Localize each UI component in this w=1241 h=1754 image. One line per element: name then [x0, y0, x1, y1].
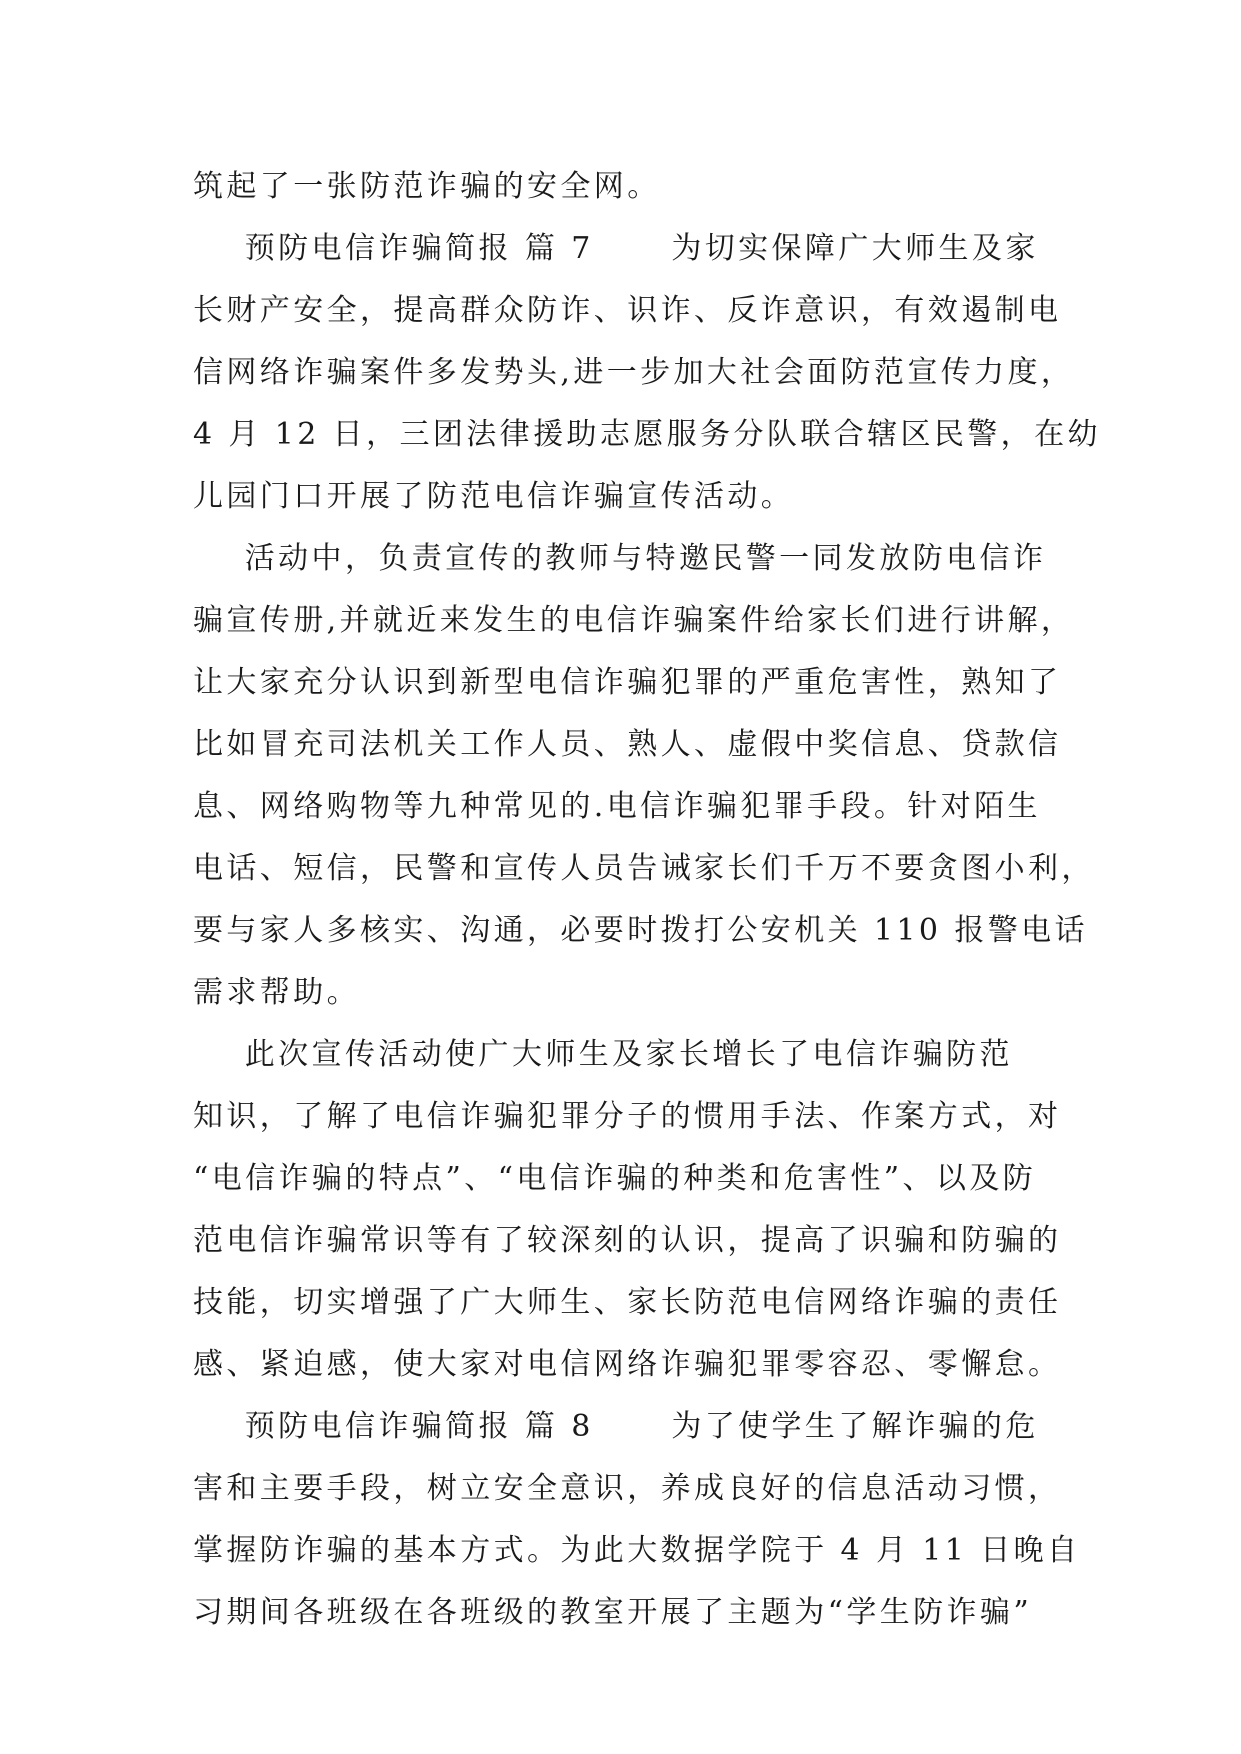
text-line: 活动中，负责宣传的教师与特邀民警一同发放防电信诈	[193, 541, 1047, 576]
text-line: 息、网络购物等九种常见的.电信诈骗犯罪手段。针对陌生	[193, 789, 1041, 824]
text-line: 知识，了解了电信诈骗犯罪分子的惯用手法、作案方式，对	[193, 1099, 1062, 1134]
text-line: “电信诈骗的特点”、“电信诈骗的种类和危害性”、以及防	[193, 1161, 1037, 1196]
text-line: 比如冒充司法机关工作人员、熟人、虚假中奖信息、贷款信	[193, 727, 1062, 762]
text-line: 长财产安全，提高群众防诈、识诈、反诈意识，有效遏制电	[193, 293, 1062, 328]
text-line: 骗宣传册,并就近来发生的电信诈骗案件给家长们进行讲解，	[193, 603, 1075, 638]
text-line: 此次宣传活动使广大师生及家长增长了电信诈骗防范	[193, 1037, 1013, 1072]
text-line: 儿园门口开展了防范电信诈骗宣传活动。	[193, 479, 795, 514]
text-line: 需求帮助。	[193, 975, 360, 1010]
text-line: 技能，切实增强了广大师生、家长防范电信网络诈骗的责任	[193, 1285, 1062, 1320]
text-line: 信网络诈骗案件多发势头,进一步加大社会面防范宣传力度，	[193, 355, 1075, 390]
text-line: 掌握防诈骗的基本方式。为此大数据学院于 4 月 11 日晚自	[193, 1533, 1081, 1568]
text-line: 筑起了一张防范诈骗的安全网。	[193, 169, 661, 204]
text-line: 要与家人多核实、沟通，必要时拨打公安机关 110 报警电话	[193, 913, 1088, 948]
text-line: 范电信诈骗常识等有了较深刻的认识，提高了识骗和防骗的	[193, 1223, 1062, 1258]
text-line: 预防电信诈骗简报 篇 8 为了使学生了解诈骗的危	[193, 1409, 1039, 1444]
text-line: 预防电信诈骗简报 篇 7 为切实保障广大师生及家	[193, 231, 1039, 266]
text-line: 让大家充分认识到新型电信诈骗犯罪的严重危害性，熟知了	[193, 665, 1062, 700]
text-line: 电话、短信，民警和宣传人员告诫家长们千万不要贪图小利，	[193, 851, 1095, 886]
body-text	[193, 156, 1101, 1644]
text-line: 4 月 12 日，三团法律援助志愿服务分队联合辖区民警，在幼	[193, 417, 1101, 452]
text-line: 害和主要手段，树立安全意识，养成良好的信息活动习惯，	[193, 1471, 1062, 1506]
text-line: 感、紧迫感，使大家对电信网络诈骗犯罪零容忍、零懈怠。	[193, 1347, 1062, 1382]
text-line: 习期间各班级在各班级的教室开展了主题为“学生防诈骗”	[193, 1595, 1033, 1630]
